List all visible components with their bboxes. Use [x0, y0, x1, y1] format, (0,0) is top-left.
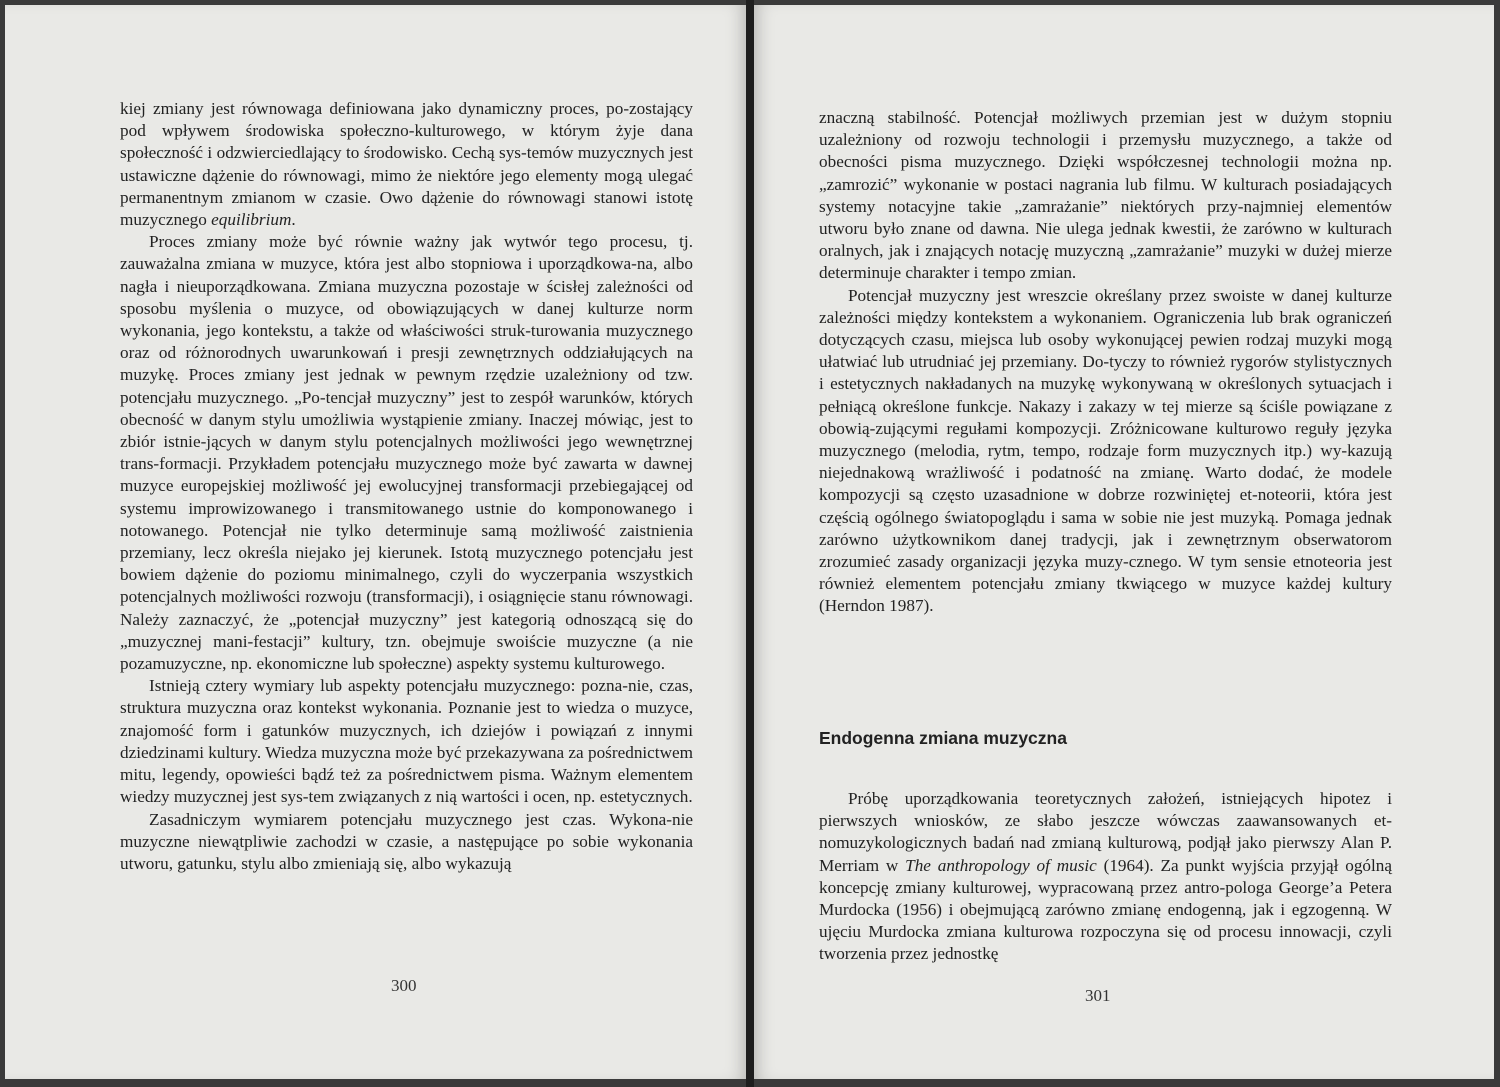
- paragraph: Istnieją cztery wymiary lub aspekty potencjału muzycznego: pozna-nie, czas, struktura muzyczna oraz kontekst wykonania. Poznanie jest to wiedza o muzyce, znajomość form i gatunków muzycznych, ich dziejów i powiązań z innymi dziedzinami kultury. Wiedza muzyczna może być przekazywana za pośrednictwem mitu, legendy, opowieści bądź też za pośrednictwem pisma. Ważnym elementem wiedzy muzycznej jest sys-tem związanych z nią wartości i ocen, np. estetycznych.: [120, 676, 693, 807]
- paragraph: znaczną stabilność. Potencjał możliwych przemian jest w dużym stopniu uzależniony od rozwoju technologii i przemysłu muzycznego, a także od obecności pisma muzycznego. Dzięki współczesnej technologii można np. „zamrozić” wykonanie w postaci nagrania lub filmu. W kulturach posiadających systemy notacyjne takie „zamrażanie” niektórych przy-najmniej elementów utworu było znane od dawna. Nie ulega jednak kwestii, że zarówno w kulturach oralnych, jak i znających notację muzyczną „zamrażanie” muzyki w dużej mierze determinuje charakter i tempo zmian.: [819, 108, 1392, 283]
- italic-term: equilibrium: [211, 210, 292, 230]
- book-title: The anthropology of music: [905, 855, 1097, 875]
- left-page-body: [120, 98, 693, 875]
- right-page: [752, 5, 1494, 1079]
- book-gutter: [746, 0, 754, 1087]
- page-number: 301: [1085, 986, 1111, 1005]
- page-number: 300: [391, 976, 417, 995]
- paragraph: Zasadniczym wymiarem potencjału muzycznego jest czas. Wykona-nie muzyczne niewątpliwie zachodzi w czasie, a następujące po sobie wykonania utworu, gatunku, stylu albo zmieniają się, albo wykazują: [120, 809, 693, 873]
- paragraph: Próbę uporządkowania teoretycznych założeń, istniejących hipotez i pierwszych wniosków, ze słabo jeszcze wówczas zaawansowanych et-nomuzykologicznych badań nad zmianą kulturową, podjął jako pierwszy Alan P. Merriam w The anthropology of music (1964). Za punkt wyjścia przyjął ogólną koncepcję zmiany kulturowej, wypracowaną przez antro-pologa George’a Petera Murdocka (1956) i obejmującą zarówno zmianę endogenną, jak i egzogenną. W ujęciu Murdocka zmiana kulturowa rozpoczyna się od procesu innowacji, czyli tworzenia przez jednostkę: [819, 789, 1393, 964]
- paragraph: kiej zmiany jest równowaga definiowana jako dynamiczny proces, po-zostający pod wpływem środowiska społeczno-kulturowego, w którym żyje dana społeczność i odzwierciedlający to środowisko. Cechą sys-temów muzycznych jest ustawiczne dążenie do równowagi, mimo że niektóre jego elementy mogą ulegać permanentnym zmianom w czasie. Owo dążenie do równowagi stanowi istotę muzycznego equilibrium.: [120, 99, 693, 230]
- paragraph: Potencjał muzyczny jest wreszcie określany przez swoiste w danej kulturze zależności między kontekstem a wykonaniem. Ograniczenia lub brak ograniczeń dotyczących czasu, miejsca lub osoby wykonującej pewien rodzaj muzyki mogą ułatwiać lub utrudniać jej przemiany. Do-tyczy to również rygorów stylistycznych i estetycznych nakładanych na muzykę wykonywaną w określonych sytuacjach i pełniącą określone funkcje. Nakazy i zakazy w tej mierze są ściśle powiązane z obowią-zującymi regułami kompozycji. Zróżnicowane kulturowo reguły języka muzycznego (melodia, rytm, tempo, rodzaje form muzycznych itp.) wy-kazują niejednakową wrażliwość i podatność na zmianę. Warto dodać, że modele kompozycji są często uzasadnione w dobrze rozwiniętej et-noteorii, która jest częścią ogólnego światopoglądu i sama w sobie nie jest muzyką. Pomaga jednak zarówno użytkownikom danej tradycji, jak i zewnętrznym obserwatorom zrozumieć zasady organizacji języka muzy-cznego. W tym sensie etnoteoria jest również elementem potencjału zmiany tkwiącego w muzyce każdej kultury (Herndon 1987).: [819, 285, 1392, 616]
- right-page-body: [819, 107, 1392, 618]
- section-heading: Endogenna zmiana muzyczna: [819, 728, 1067, 748]
- paragraph: Proces zmiany może być równie ważny jak wytwór tego procesu, tj. zauważalna zmiana w muzyce, która jest albo stopniowa i uporządkowa-na, albo nagła i nieuporządkowana. Zmiana muzyczna pozostaje w ścisłej zależności od sposobu myślenia o muzyce, od obowiązujących w danej kulturze norm wykonania, jego kontekstu, a także od właściwości struk-turowania muzycznego oraz od różnorodnych uwarunkowań i presji zewnętrznych oddziałujących na muzykę. Proces zmiany jest jednak w pewnym rzędzie uzależniony od tzw. potencjału muzycznego. „Po-tencjał muzyczny” jest to zespół warunków, których obecność w danym stylu umożliwia wystąpienie zmiany. Inaczej mówiąc, jest to zbiór istnie-jących w danym stylu potencjalnych możliwości jego wewnętrznej trans-formacji. Przykładem potencjału muzycznego może być zawarta w dawnej muzyce europejskiej możliwość jej ewolucyjnej transformacji przebiegającej od systemu improwizowanego i transmitowanego ustnie do komponowanego i notowanego. Potencjał nie tylko determinuje samą możliwość zaistnienia przemiany, lecz określa niejako jej kierunek. Istotą muzycznego potencjału jest bowiem dążenie do poziomu minimalnego, czyli do wyczerpania wszystkich potencjalnych możliwości rozwoju (transformacji), i osiągnięcie stanu równowagi. Należy zaznaczyć, że „potencjał muzyczny” jest kategorią odnoszącą się do „muzycznej mani-festacji” kultury, tzn. obejmuje swoiście muzyczne (a nie pozamuzyczne, np. ekonomiczne lub społeczne) aspekty systemu kulturowego.: [120, 232, 693, 674]
- left-page: [5, 5, 748, 1079]
- section-body: [819, 788, 1392, 966]
